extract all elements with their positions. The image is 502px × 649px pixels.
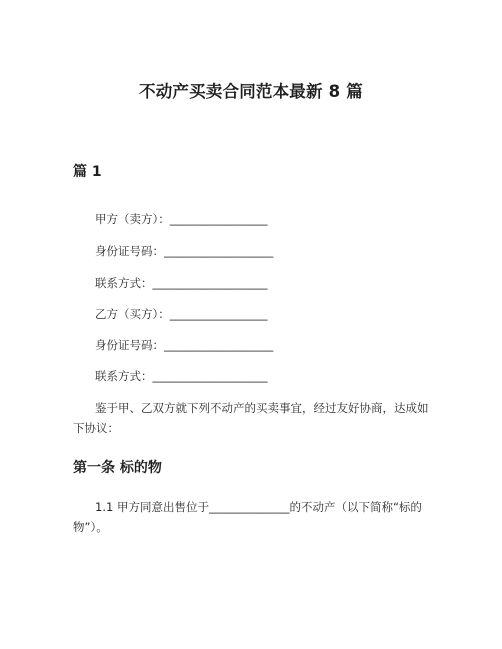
clause-paragraph: 1.1 甲方同意出售位于______________的不动产（以下简称“标的物”）。 xyxy=(73,500,422,534)
document-title: 不动产买卖合同范本最新 8 篇 xyxy=(139,82,363,101)
intro-paragraph: 鉴于甲、乙双方就下列不动产的买卖事宜，经过友好协商，达成如下协议： xyxy=(73,401,429,435)
buyer-name-line: 乙方（买方）：_________________ xyxy=(95,307,268,321)
buyer-id-line: 身份证号码：___________________ xyxy=(95,338,274,352)
seller-name-line: 甲方（卖方）：_________________ xyxy=(95,212,268,226)
buyer-contact-line: 联系方式：____________________ xyxy=(95,369,268,383)
article-heading: 第一条 标的物 xyxy=(73,460,162,476)
section-heading: 篇 1 xyxy=(73,164,102,180)
seller-contact-line: 联系方式：____________________ xyxy=(95,276,268,290)
seller-id-line: 身份证号码：___________________ xyxy=(95,244,274,258)
